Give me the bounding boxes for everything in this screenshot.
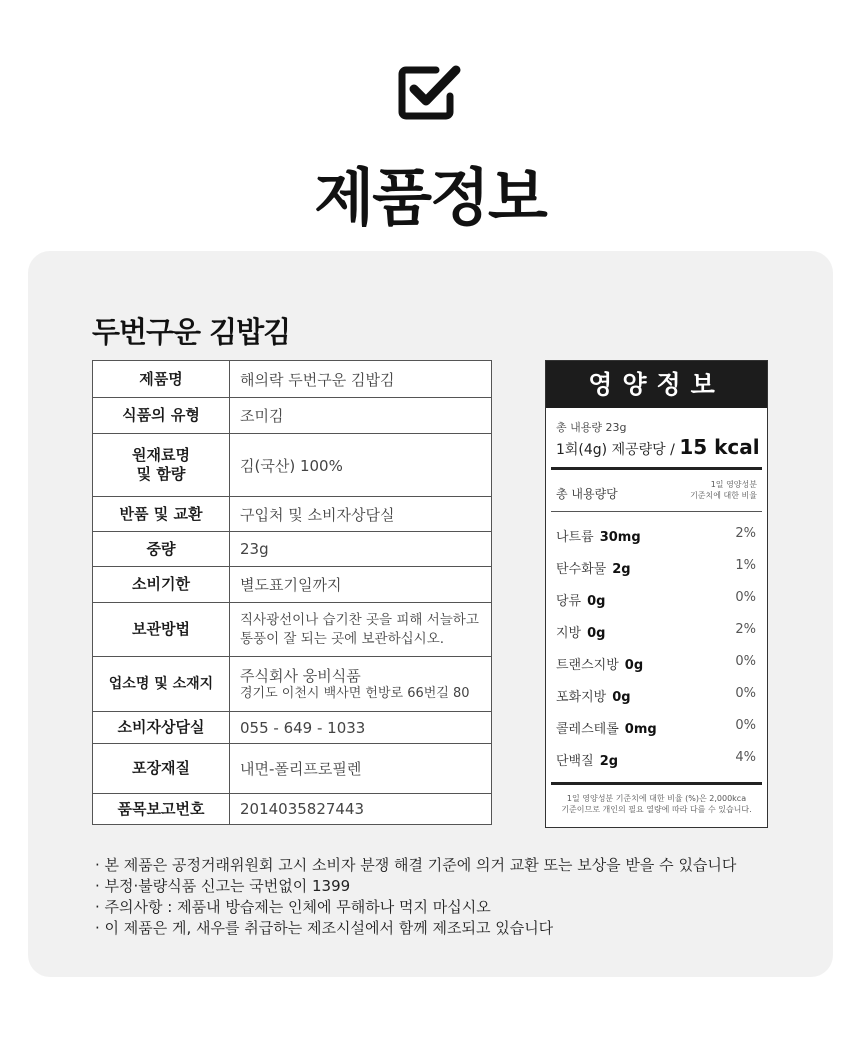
table-row — [93, 497, 492, 532]
row-value: 김(국산) 100% — [230, 434, 492, 497]
row-label: 반품 및 교환 — [93, 497, 230, 532]
nutrient-name: 트랜스지방 — [556, 658, 619, 673]
table-row — [93, 398, 492, 434]
serving-prefix: 1회(4g) 제공량당 / — [556, 442, 675, 458]
nutrient-percent: 2% — [735, 526, 756, 541]
nutrition-sub-header: 총 내용량당 — [556, 487, 618, 501]
row-label-line: 원재료명 — [132, 446, 190, 464]
notice-list — [95, 855, 736, 939]
table-row — [93, 657, 492, 712]
nutrient-percent: 0% — [735, 718, 756, 733]
row-value-line: 직사광선이나 습기찬 곳을 피해 서늘하고 — [240, 611, 479, 628]
table-row — [93, 603, 492, 657]
nutrient-name: 나트륨 — [556, 530, 594, 545]
nutrient-row — [556, 718, 756, 738]
page-title: 제품정보 — [314, 161, 546, 234]
ref-line: 기준치에 대한 비율 — [690, 491, 757, 500]
nutrient-name: 탄수화물 — [556, 562, 607, 577]
notice-item: · 주의사항 : 제품내 방습제는 인체에 무해하나 먹지 마십시오 — [95, 898, 491, 916]
checkbox-check-icon — [398, 62, 462, 120]
nutrient-row — [556, 558, 756, 578]
row-value: 2014035827443 — [230, 794, 492, 825]
nutrient-row — [556, 686, 756, 706]
nutrient-name: 당류 — [556, 594, 582, 609]
table-row — [93, 794, 492, 825]
nutrient-amount: 30mg — [599, 530, 641, 545]
nutrient-percent: 4% — [735, 750, 756, 765]
nutrient-amount: 2g — [612, 562, 631, 577]
nutrient-amount: 2g — [599, 754, 619, 769]
row-value — [230, 603, 492, 657]
row-value: 구입처 및 소비자상담실 — [230, 497, 492, 532]
row-value: 055 - 649 - 1033 — [230, 712, 492, 744]
nutrient-row — [556, 654, 756, 674]
nutrient-percent: 0% — [735, 654, 756, 669]
table-row — [93, 567, 492, 603]
row-label: 중량 — [93, 532, 230, 567]
row-value: 해의락 두번구운 김밥김 — [230, 361, 492, 398]
ref-line: 1일 영양성분 — [710, 480, 757, 489]
nutrient-row — [556, 590, 756, 610]
row-value-line: 경기도 이천시 백사면 헌방로 66번길 80 — [240, 685, 470, 701]
nutrient-amount: 0g — [612, 690, 631, 705]
nutrition-footnote — [550, 793, 763, 815]
row-value-line: 통풍이 잘 되는 곳에 보관하십시오. — [240, 630, 445, 647]
divider — [551, 782, 762, 785]
nutrient-percent: 0% — [735, 590, 756, 605]
row-label: 품목보고번호 — [93, 794, 230, 825]
notice-item: · 부정·불량식품 신고는 국번없이 1399 — [95, 877, 351, 895]
nutrient-name: 단백질 — [556, 754, 594, 769]
row-value-line: 주식회사 웅비식품 — [240, 666, 361, 685]
row-value — [230, 657, 492, 712]
product-info-table — [92, 360, 492, 825]
nutrient-amount: 0mg — [624, 722, 657, 737]
row-label: 소비자상담실 — [93, 712, 230, 744]
nutrient-row — [556, 750, 756, 770]
nutrient-row — [556, 622, 756, 642]
row-value: 별도표기일까지 — [230, 567, 492, 603]
table-row — [93, 712, 492, 744]
nutrient-name: 지방 — [556, 626, 582, 641]
nutrient-amount: 0g — [587, 594, 606, 609]
nutrient-name: 콜레스테롤 — [556, 722, 619, 737]
nutrition-serving — [556, 435, 760, 459]
row-label: 식품의 유형 — [93, 398, 230, 434]
table-row — [93, 744, 492, 794]
row-label: 포장재질 — [93, 744, 230, 794]
row-value: 내면-폴리프로필렌 — [230, 744, 492, 794]
row-label-line: 및 함량 — [136, 465, 186, 483]
nutrient-percent: 1% — [735, 558, 756, 573]
serving-kcal: 15 kcal — [679, 435, 760, 459]
row-label: 소비기한 — [93, 567, 230, 603]
row-label: 제품명 — [93, 361, 230, 398]
nutrient-percent: 0% — [735, 686, 756, 701]
nutrient-name: 포화지방 — [556, 690, 607, 705]
nutrient-row — [556, 526, 756, 546]
nutrition-total-content: 총 내용량 23g — [556, 421, 627, 434]
table-row — [93, 361, 492, 398]
nutrient-amount: 0g — [587, 626, 606, 641]
nutrient-amount: 0g — [624, 658, 644, 673]
nutrient-percent: 2% — [735, 622, 756, 637]
notice-item: · 이 제품은 게, 새우를 취급하는 제조시설에서 함께 제조되고 있습니다 — [95, 919, 554, 937]
nutrition-ref-header — [690, 479, 757, 501]
table-row — [93, 532, 492, 567]
divider — [551, 467, 762, 470]
nutrition-facts-panel — [545, 360, 768, 828]
row-value: 23g — [230, 532, 492, 567]
product-name: 두번구운 김밥김 — [92, 315, 291, 349]
footnote-line: 1일 영양성분 기준치에 대한 비율 (%)은 2,000kca — [566, 794, 747, 803]
footnote-line: 기준이므로 개인의 필요 열량에 따라 다를 수 있습니다. — [561, 805, 752, 814]
row-label — [93, 434, 230, 497]
row-value: 조미김 — [230, 398, 492, 434]
nutrition-title: 영양정보 — [546, 361, 767, 408]
row-label: 업소명 및 소재지 — [93, 657, 230, 712]
table-row — [93, 434, 492, 497]
notice-item: · 본 제품은 공정거래위원회 고시 소비자 분쟁 해결 기준에 의거 교환 또는 보상을 받을 수 있습니다 — [95, 856, 737, 874]
row-label: 보관방법 — [93, 603, 230, 657]
divider — [551, 511, 762, 512]
